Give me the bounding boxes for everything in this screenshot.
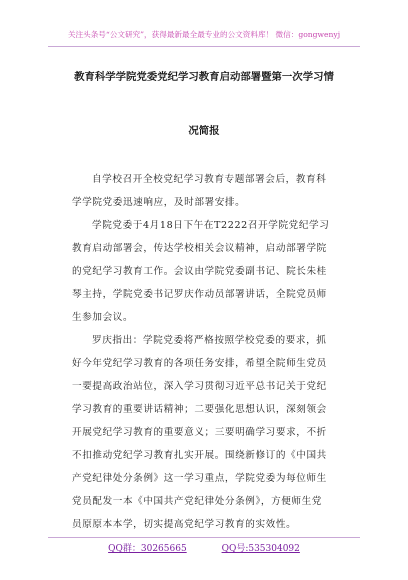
paragraph-2-line-3: 的党纪学习教育工作。会议由学院党委副书记、院长朱桂 bbox=[72, 266, 327, 277]
paragraph-3-line-2: 好今年党纪学习教育的各项任务安排，希望全院师生党员 bbox=[72, 358, 327, 369]
paragraph-1-line-1: 自学校召开全校党纪学习教育专题部署会后，教育科 bbox=[92, 174, 327, 185]
paragraph-1-line-2: 学学院党委迅速响应，及时部署安排。 bbox=[72, 197, 246, 208]
paragraph-3-line-1: 罗庆指出：学院党委将严格按照学校党委的要求，抓 bbox=[92, 335, 327, 346]
paragraph-3-line-7: 产党纪律处分条例》这一学习重点，学院党委为每位师生 bbox=[72, 473, 327, 484]
paragraph-2-line-5: 生参加会议。 bbox=[72, 312, 134, 323]
paragraph-2-line-2: 教育启动部署会，传达学校相关会议精神，启动部署学院 bbox=[72, 243, 327, 254]
paragraph-3-line-6: 不扣推动党纪学习教育扎实开展。围绕新修订的《中国共 bbox=[72, 450, 327, 461]
document-title-line-2: 况简报 bbox=[188, 125, 220, 137]
document-title-line-1: 教育科学学院党委党纪学习教育启动部署暨第一次学习情 bbox=[74, 71, 334, 83]
paragraph-3-line-4: 学习教育的重要讲话精神；二要强化思想认识，深刻领会 bbox=[72, 404, 327, 415]
qq-number-link[interactable]: QQ号:535304092 bbox=[221, 544, 300, 554]
paragraph-3-line-8: 党员配发一本《中国共产党纪律处分条例》，方便师生党 bbox=[72, 496, 323, 507]
contact-footer bbox=[48, 537, 360, 554]
paragraph-3-line-9: 员原原本本学，切实提高党纪学习教育的实效性。 bbox=[72, 519, 297, 530]
promo-banner: 关注头条号“公文研究”，获得最新最全最专业的公文资料库！ 微信：gongwenyj bbox=[48, 28, 360, 47]
paragraph-2-line-1: 学院党委于4月18日下午在T2222召开学院党纪学习 bbox=[92, 220, 330, 231]
document-body bbox=[72, 168, 342, 536]
qq-group-link[interactable]: QQ群：30265665 bbox=[108, 544, 187, 554]
paragraph-3-line-3: 一要提高政治站位，深入学习贯彻习近平总书记关于党纪 bbox=[72, 381, 327, 392]
paragraph-2-line-4: 琴主持，学院党委书记罗庆作动员部署讲话，全院党员师 bbox=[72, 289, 327, 300]
paragraph-3-line-5: 开展党纪学习教育的重要意义；三要明确学习要求，不折 bbox=[72, 427, 327, 438]
